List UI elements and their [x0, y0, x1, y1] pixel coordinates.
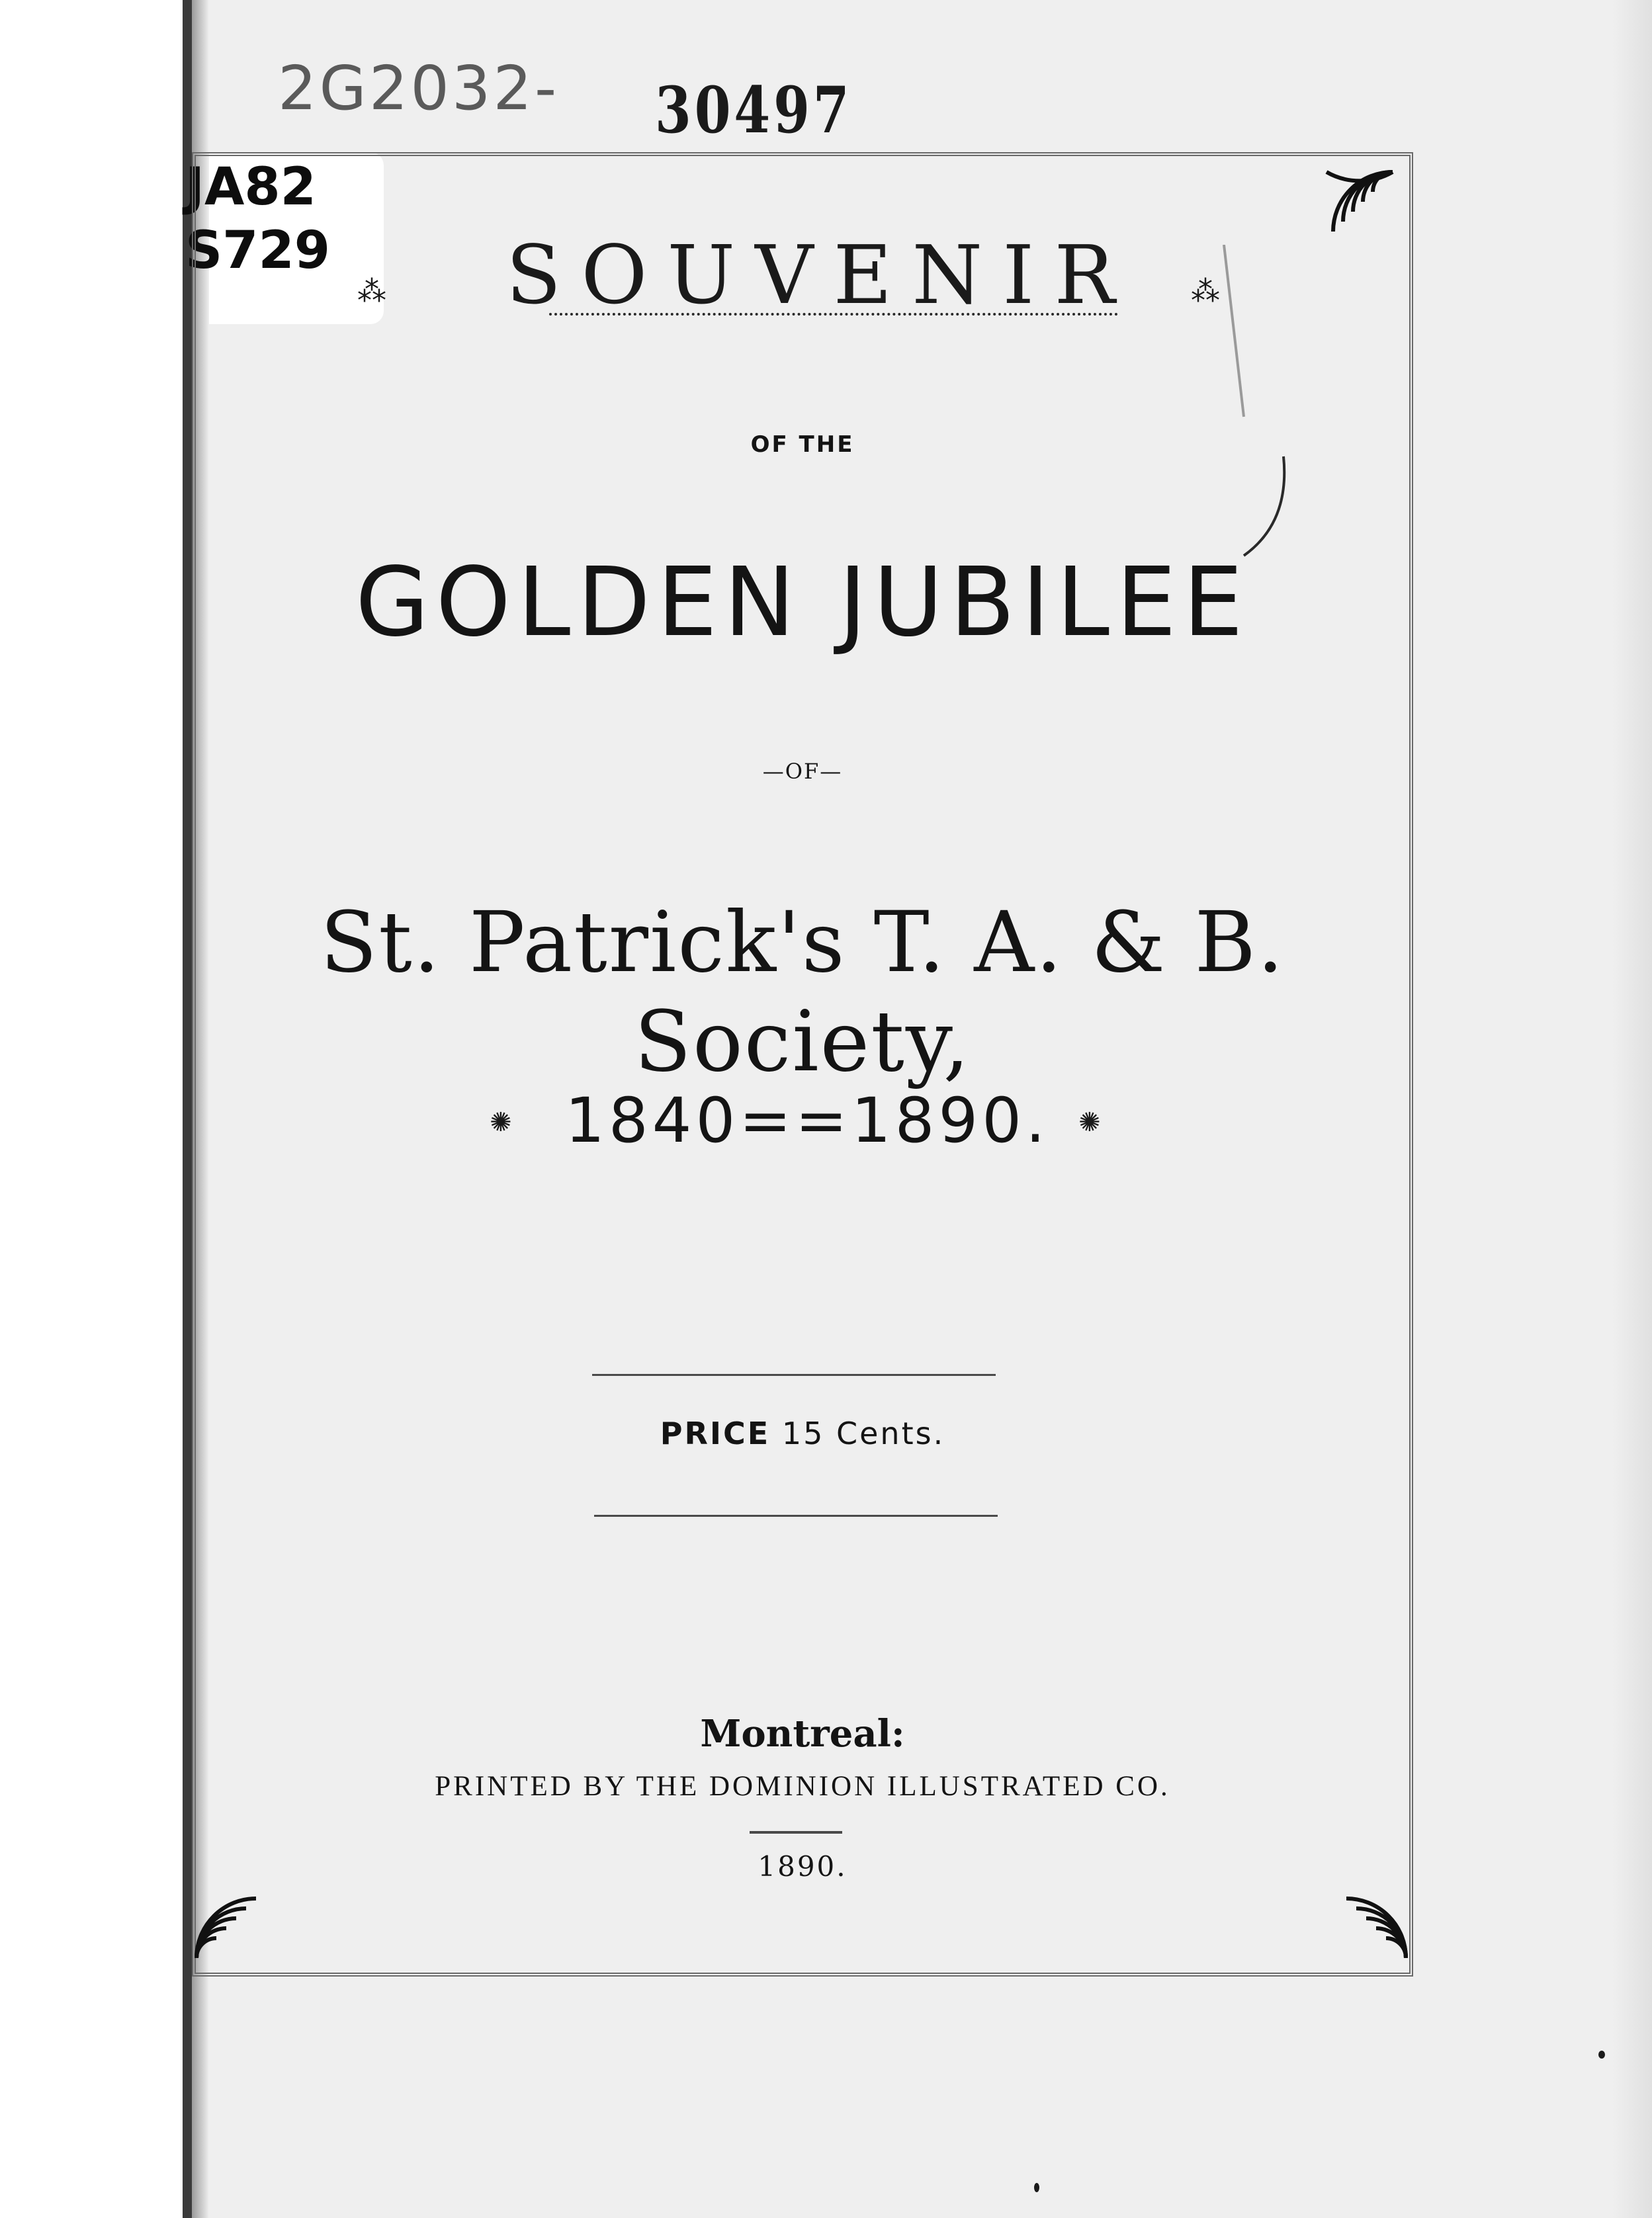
rule-above-price [592, 1374, 996, 1376]
golden-jubilee-heading: GOLDEN JUBILEE [355, 546, 1250, 658]
call-number-line-1: JA82 [185, 157, 316, 217]
star-ornament-right: ✺ [1078, 1107, 1101, 1138]
call-number-line-2: S729 [185, 221, 330, 280]
price-amount: 15 Cents. [781, 1416, 945, 1451]
price-line [192, 1416, 1413, 1451]
jubilee-years: 1840==1890. [565, 1085, 1049, 1157]
star-ornament-left: ✺ [490, 1107, 512, 1138]
page-edge-shadow [1612, 0, 1652, 2218]
rule-below-price [594, 1515, 998, 1517]
flower-ornament-right: ⁂ [1191, 275, 1220, 308]
speck [1034, 2183, 1039, 2192]
years-row [490, 1085, 1125, 1171]
of-the-text: OF THE [750, 431, 855, 458]
imprint-city: Montreal: [700, 1712, 905, 1756]
corner-ornament-bottom-right [1336, 1889, 1409, 1961]
left-margin [0, 0, 183, 2218]
corner-ornament-top-right [1323, 169, 1396, 241]
binding-edge [183, 0, 192, 2218]
rule-above-year [750, 1831, 842, 1834]
souvenir-underline [549, 306, 1118, 316]
society-name: St. Patrick's T. A. & B. Society, [320, 894, 1285, 1090]
souvenir-heading-row [357, 228, 1283, 341]
speck [1598, 2051, 1605, 2059]
handwritten-shelfmark: 2G2032- [278, 53, 560, 124]
imprint-printer: PRINTED BY THE DOMINION ILLUSTRATED CO. [435, 1771, 1170, 1802]
souvenir-heading: SOUVENIR [505, 228, 1135, 322]
imprint-year: 1890. [758, 1850, 848, 1883]
flower-ornament-left: ⁂ [357, 275, 386, 308]
accession-number: 30497 [655, 73, 853, 148]
corner-ornament-bottom-left [193, 1889, 266, 1961]
price-label: PRICE [660, 1416, 771, 1451]
of-separator: —OF— [762, 759, 843, 784]
